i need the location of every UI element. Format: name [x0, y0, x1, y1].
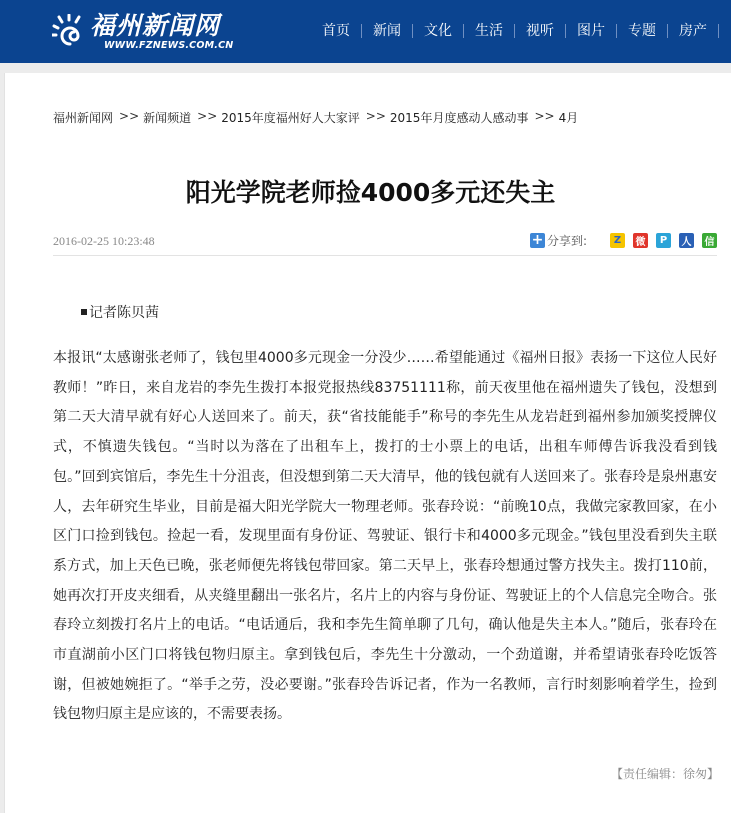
nav-life[interactable]: 生活 [475, 23, 503, 39]
nav-topics[interactable]: 专题 [628, 23, 656, 39]
nav-realestate[interactable]: 房产 [679, 23, 707, 39]
wechat-icon[interactable]: 信 [702, 233, 717, 248]
article-page [4, 73, 731, 813]
nav-divider [667, 24, 668, 38]
logo-url: WWW.FZNEWS.COM.CN [104, 40, 234, 51]
nav-photos[interactable]: 图片 [577, 23, 605, 39]
share-bar [530, 232, 717, 249]
breadcrumb [53, 109, 578, 126]
nav-divider [463, 24, 464, 38]
nav-home[interactable]: 首页 [322, 23, 350, 39]
site-header [0, 0, 731, 63]
nav-culture[interactable]: 文化 [424, 23, 452, 39]
site-logo[interactable] [52, 8, 233, 56]
breadcrumb-separator: >> [197, 109, 218, 123]
responsible-editor: 【责任编辑：徐匆】 [610, 767, 719, 781]
weibo-icon[interactable]: 微 [633, 233, 648, 248]
article-author [81, 302, 159, 322]
nav-divider [616, 24, 617, 38]
article-title: 阳光学院老师捡4000多元还失主 [185, 178, 556, 207]
main-nav [322, 21, 730, 41]
qzone-icon[interactable]: Z [610, 233, 625, 248]
article-meta [53, 232, 717, 256]
breadcrumb-item[interactable]: 4月 [558, 111, 579, 125]
breadcrumb-separator: >> [119, 109, 140, 123]
nav-divider [514, 24, 515, 38]
breadcrumb-item[interactable]: 2015年月度感动人感动事 [389, 111, 529, 125]
nav-divider [718, 24, 719, 38]
breadcrumb-separator: >> [534, 109, 555, 123]
tencent-weibo-icon[interactable]: P [656, 233, 671, 248]
nav-divider [361, 24, 362, 38]
nav-news[interactable]: 新闻 [373, 23, 401, 39]
publish-date: 2016-02-25 10:23:48 [53, 234, 155, 248]
breadcrumb-item[interactable]: 福州新闻网 [53, 111, 114, 125]
nav-video[interactable]: 视听 [526, 23, 554, 39]
logo-sun-icon [52, 14, 88, 50]
article-body: 本报讯“太感谢张老师了，钱包里4000多元现金一分没少……希望能通过《福州日报》表扬一下这位人民好教师！”昨日，来自龙岩的李先生拨打本报党报热线83751111称，前天夜里他在福州遗失了钱包，没想到第二天大清早就有好心人送回来了。前天，获“省技能能手”称号的李先生从龙岩赶到福州参加颁奖授牌仪式，不慎遗失钱包。“当时以为落在了出租车上，拨打的士小票上的电话，出租车师傅告诉我没看到钱包。”回到宾馆后，李先生十分沮丧，但没想到第二天大清早，他的钱包就有人送回来了。张春玲是泉州惠安人，去年研究生毕业，目前是福大阳光学院大一物理老师。张春玲说：“前晚10点，我做完家教回家，在小区门口捡到钱包。捡起一看，发现里面有身份证、驾驶证、银行卡和4000多元现金。”钱包里没看到失主联系方式，加上天色已晚，张老师便先将钱包带回家。第二天早上，张春玲想通过警方找失主。拨打110前，她再次打开皮夹细看，从夹缝里翻出一张名片，名片上的内容与身份证、驾驶证上的个人信息完全吻合。张春玲立刻拨打名片上的电话。“电话通后，我和李先生简单聊了几句，确认他是失主本人。”随后，张春玲在市直湖前小区门口将钱包物归原主。拿到钱包后，李先生十分激动，一个劲道谢，并希望请张春玲吃饭答谢，但被她婉拒了。“举手之劳，没必要谢。”张春玲告诉记者，作为一名教师，言行时刻影响着学生，捡到钱包物归原主是应该的，不需要表扬。 [53, 350, 717, 723]
nav-divider [412, 24, 413, 38]
breadcrumb-item[interactable]: 新闻频道 [143, 111, 192, 125]
logo-title: 福州新闻网 [90, 11, 221, 40]
renren-icon[interactable]: 人 [679, 233, 694, 248]
breadcrumb-item[interactable]: 2015年度福州好人大家评 [221, 111, 360, 125]
bullet-square-icon [81, 309, 87, 315]
nav-divider [565, 24, 566, 38]
share-plus-icon[interactable]: + [531, 232, 544, 248]
breadcrumb-separator: >> [365, 109, 386, 123]
share-label: 分享到: [546, 234, 587, 248]
author-name: 记者陈贝茜 [89, 305, 159, 321]
